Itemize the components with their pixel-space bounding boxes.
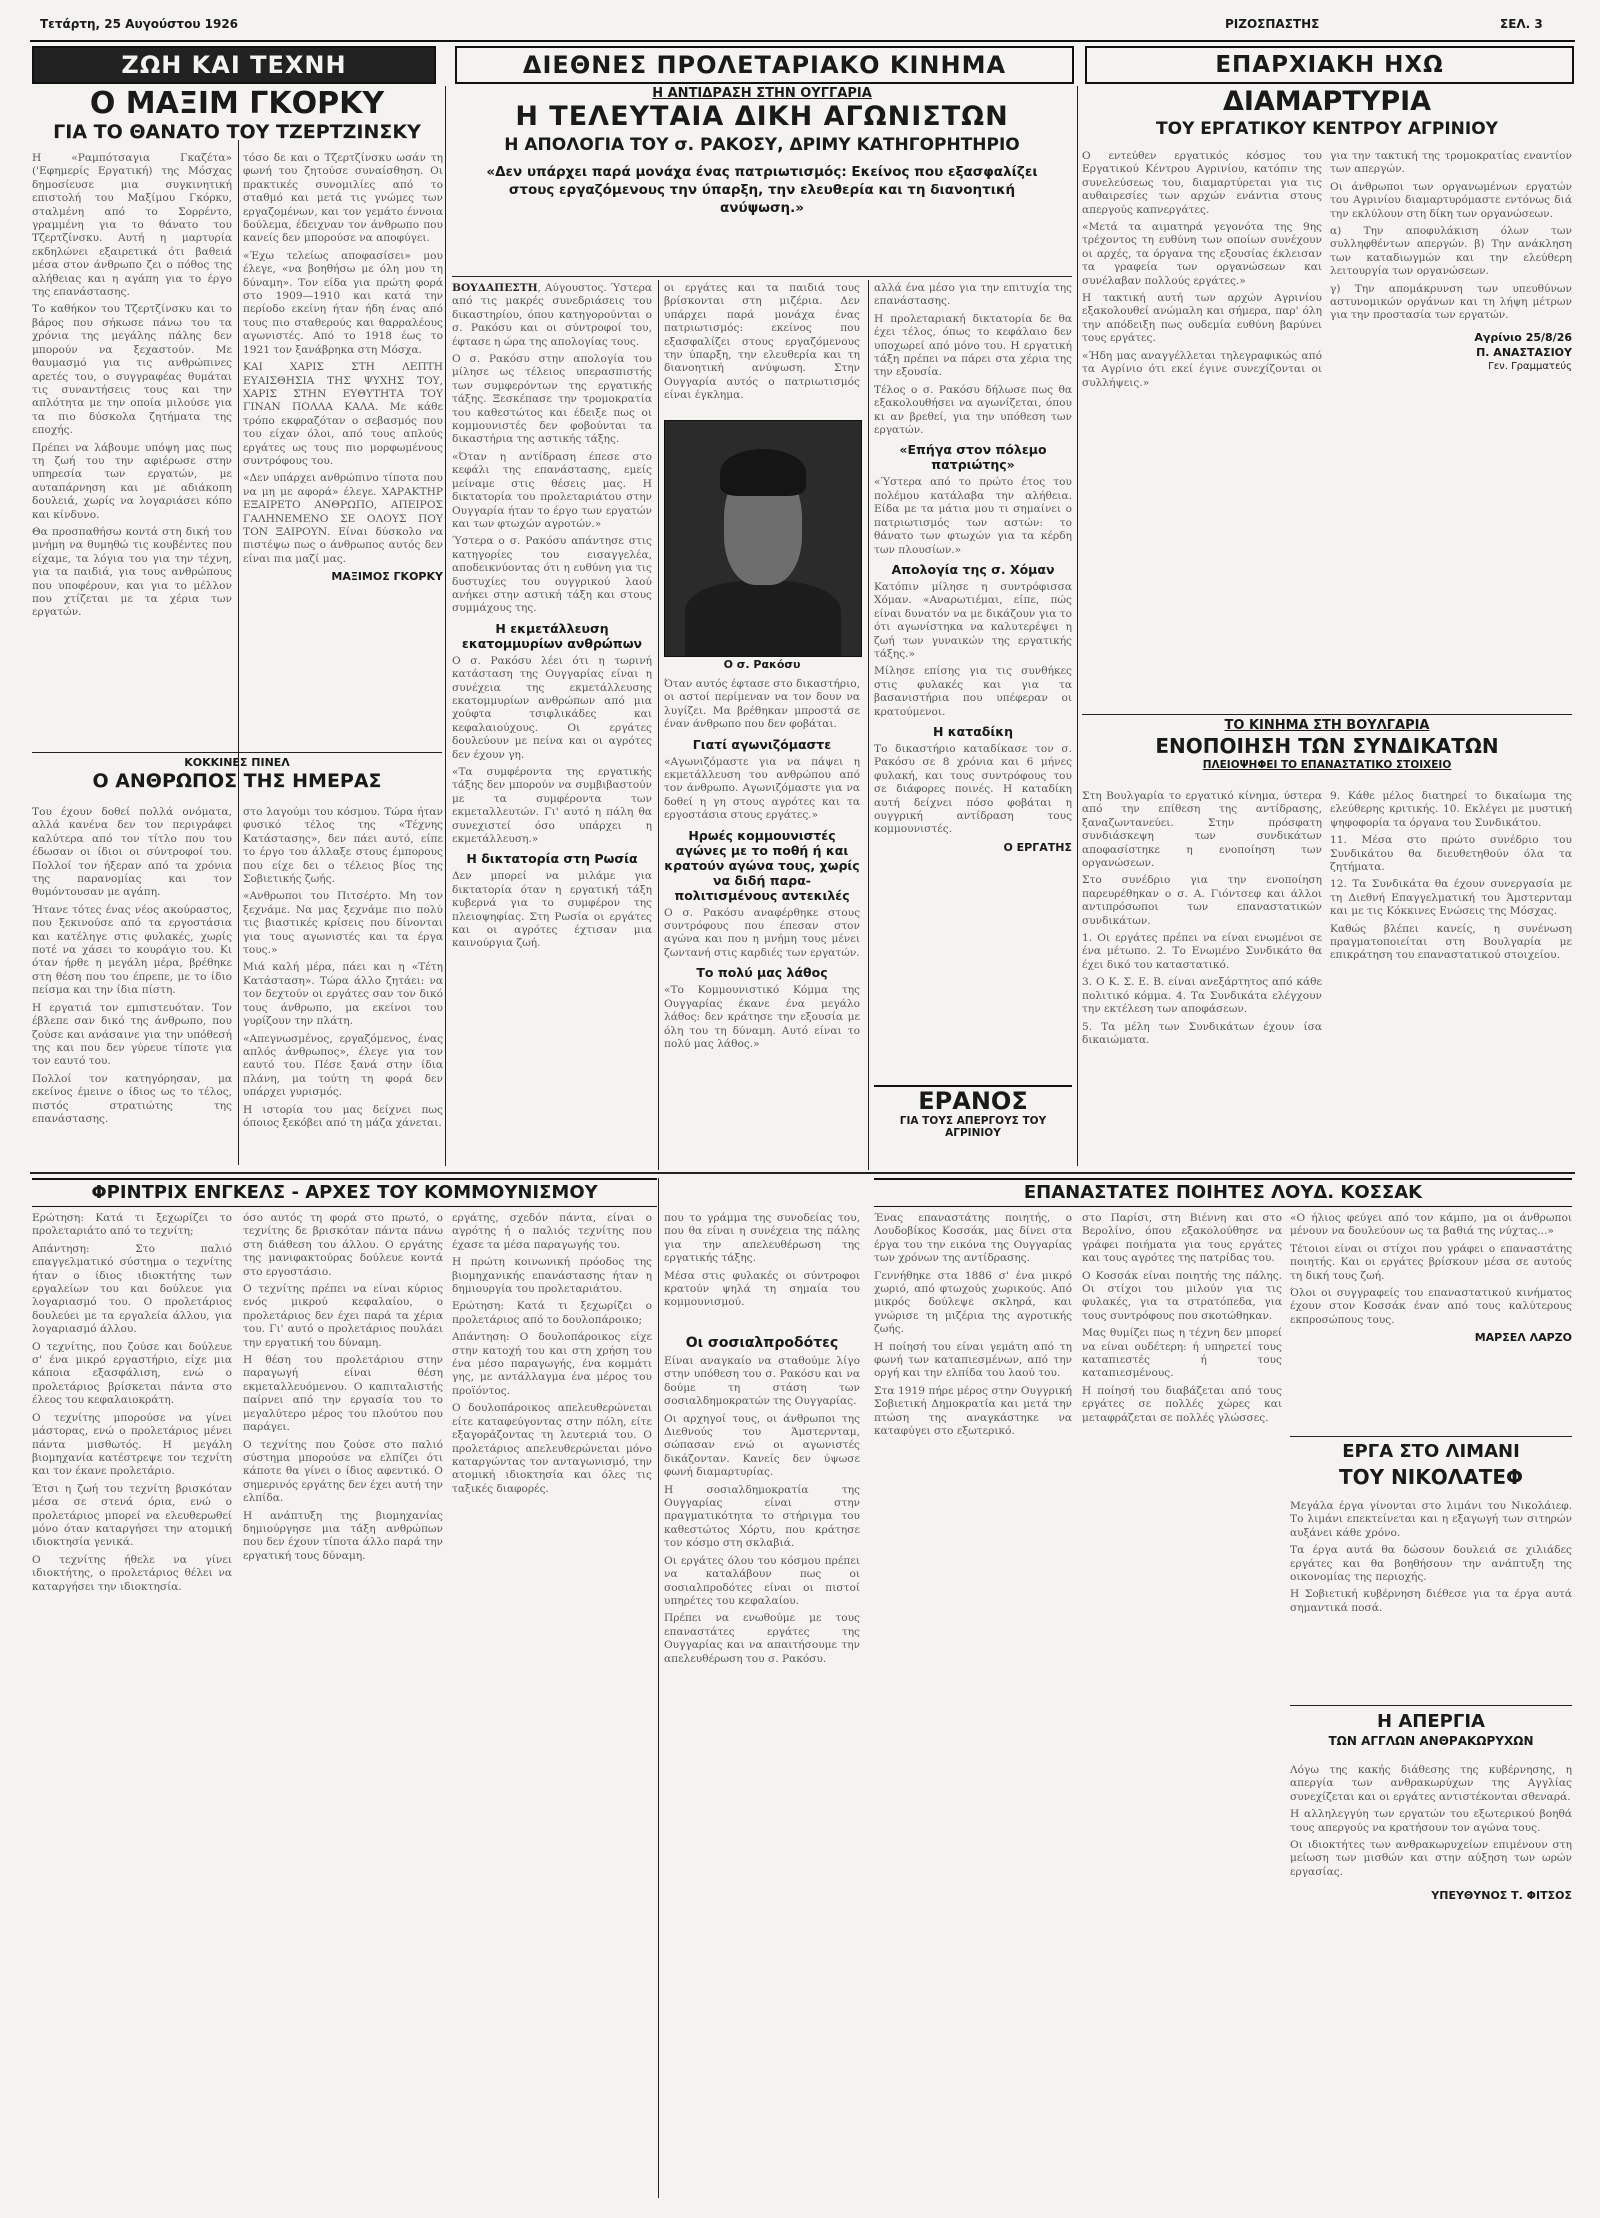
masthead-strip (30, 14, 1575, 36)
bulgaria-deck: ΠΛΕΙΟΨΗΦΕΙ ΤΟ ΕΠΑΝΑΣΤΑΤΙΚΟ ΣΤΟΙΧΕΙΟ (1202, 759, 1452, 771)
strike-header (1290, 1710, 1572, 1760)
strike-signature: ΥΠΕΥΘΥΝΟΣ Τ. ΦΙΤΣΟΣ (1431, 1889, 1572, 1903)
engels-article-col1: Ερώτηση: Κατά τι ξεχωρίζει το προλεταριάτο από το τεχνίτη; Απάντηση: Στο παλιό επαγγελματικό σύστημα ο τεχνίτης ήταν ο ίδιος ιδιοκτήτης των εργαλείων του και δούλευε για λογαριασμό του. Ο προλετάριος δουλεύει με τα εργαλεία άλλου, για λογαριασμό άλλου. Ο τεχνίτης, που ζούσε και δούλευε σ' ένα μικρό εργαστήριο, είχε μια κάποια εξασφάλιση, ενώ ο προλετάριος βρίσκεται πάντα στο έλεος του κεφαλαιοκράτη. Ο τεχνίτης μπορούσε να γίνει μάστορας, ενώ ο προλετάριος μένει πάντα μισθωτός. Η μεγάλη βιομηχανία κατέστρεψε τον τεχνίτη και τον έκανε προλετάριο. Έτσι η ζωή του τεχνίτη βρισκόταν μέσα σε στενά όρια, ενώ ο προλετάριος μπορεί να ελευθερωθεί μόνο όταν καταργήσει την ατομική ιδιοκτησία γενικά. Ο τεχνίτης ήθελε να γίνει ιδιοκτήτης, ο προλετάριος θέλει να καταργήσει την ιδιοκτησία. (32, 1212, 232, 1593)
column-divider (658, 1178, 659, 2198)
paper-name: ΡΙΖΟΣΠΑΣΤΗΣ (1225, 17, 1320, 31)
photo-caption: Ο σ. Ρακόσυ (723, 658, 801, 671)
kokkines-article-col2: στο λαγούμι του κόσμου. Τώρα ήταν φυσικό τέλος της «Τέχνης Κατάστασης», δεν πάει αυτό, είπε το έργο του άλλαξε στους έμπορους που είχε δει ο τέλειος βίος της Σοβιετικής ζωής. «Ανθρωποι του Πιτσέρτο. Μη τον ξεχνάμε. Να μας ξεχνάμε πιο πολύ τις βιαστικές κρίσεις που δίνονται για τους αγωνιστές και τα έργα τους.» Μιά καλή μέρα, πάει και η «Τέτη Κατάσταση». Τώρα άλλο ζητάει: να τον δεχτούν οι εργάτες σαν τον δικό τους άνθρωπο, μα εκείνοι του γυρίζουν την πλάτη. «Απεγνωσμένος, εργαζόμενος, ένας απλός άνθρωπος», έλεγε για τον εαυτό του. Πέσε ξανά στην ίδια πλάνη, μα τούτη τη φορά δεν υπάρχει γυρισμός. Η ιστορία του μας δείχνει πως όποιος ξεκόβει από τη μάζα χάνεται. (243, 806, 443, 1129)
story-separator (1290, 1705, 1572, 1706)
story-separator (452, 276, 1072, 277)
hungary-continued: που το γράμμα της συνοδείας του, που θα είναι η συνέχεια της πάλης για την απελευθέρωση της εργατικής τάξης. Μέσα στις φυλακές οι σύντροφοι κρατούν ψηλά τη σημαία του κομμουνισμού. (664, 1212, 860, 1309)
eranos-title: ΕΡΑΝΟΣ (874, 1085, 1072, 1115)
hungary-article-col3: αλλά ένα μέσο για την επιτυχία της επανάστασης. Η προλεταριακή δικτατορία δε θα έχει τέλος, όπως το κεφάλαιο δεν υποχωρεί από μόνο του. Η εργατική τάξη πρέπει να πάρει στα χέρια της την εξουσία. Τέλος ο σ. Ρακόσυ δήλωσε πως θα εξακολουθήσει να αγωνίζεται, όπου κι αν βρεθεί, για την υπόθεση των εργατών. «Επήγα στον πόλεμο πατριώτης» «Ύστερα από το πρώτο έτος του πολέμου κατάλαβα την αλήθεια. Είδα με τα μάτια μου τι σημαίνει ο πατριωτισμός των αστών: το θάνατο των φτωχών για τα κέρδη των πλουσίων.» Απολογία της σ. Χόμαν Κατόπιν μίλησε η συντρόφισσα Χόμαν. «Αναρωτιέμαι, είπε, πώς είναι δυνατόν να με δικάζουν για το ότι αγωνίστηκα να καλυτερέψει η ζωή των γυναικών της εργατικής τάξης.» Μίλησε επίσης για τις συνθήκες στις φυλακές και για τα βασανιστήρια που υπέφεραν οι κρατούμενοι. Η καταδίκη Το δικαστήριο καταδίκασε τον σ. Ρακόσυ σε 8 χρόνια και 6 μήνες φυλακή, και τους συντρόφους του σε διάφορες ποινές. Η καταδίκη αυτή δείχνει πόσο φοβάται η ουγγρική αντίδραση τους κομμουνιστές. Ο ΕΡΓΑΤΗΣ (874, 282, 1072, 854)
docks-title: ΕΡΓΑ ΣΤΟ ΛΙΜΑΝΙ (1342, 1441, 1520, 1462)
hungary-header (452, 86, 1072, 281)
column-divider (658, 280, 659, 1170)
hungary-sub-dictatorship: Η δικτατορία στη Ρωσία (466, 851, 638, 867)
eranos-header (874, 1085, 1072, 1170)
hungary-article-col1: ΒΟΥΔΑΠΕΣΤΗ, Αύγουστος. Ύστερα από τις μακρές συνεδριάσεις του δικαστηρίου, όπου κατηγορούνται ο σ. Ρακόσυ και οι σύντροφοί του, έφτασε η ώρα της απολογίας τους. Ο σ. Ρακόσυ στην απολογία του μίλησε ως τέλειος υπερασπιστής των συμφερόντων της εργατικής τάξης. Ξεσκέπασε την τρομοκρατία του καθεστώτος και έδειξε πως οι κομμουνιστές δεν φοβούνται τα δικαστήρια της αστικής τάξης. «Όταν η αντίδραση έπεσε στο κεφάλι της επανάστασης, εμείς μείναμε στις θέσεις μας. Η δικτατορία του προλεταριάτου στην Ουγγαρία ήταν το έργο των εργατών και των φτωχών αγροτών.» Ύστερα ο σ. Ρακόσυ απάντησε στις κατηγορίες του εισαγγελέα, αποδεικνύοντας ότι η ευθύνη για τις δυστυχίες του ουγγρικού λαού ανήκει στην αστική τάξη και στους συμμάχους της. Η εκμετάλλευση εκατομμυρίων ανθρώπων Ο σ. Ρακόσυ λέει ότι η τωρινή κατάσταση της Ουγγαρίας είναι η συνέχεια της εκμετάλλευσης εκατομμυρίων ανθρώπων από μια χούφτα τσιφλικάδες και κεφαλαιούχους. Οι εργάτες δουλεύουν με πείνα και οι αγρότες δεν έχουν γη. «Τα συμφέροντα της εργατικής τάξης δεν μπορούν να συμβιβαστούν με τα συμφέροντα των εκμεταλλευτών. Γι' αυτό η πάλη θα συνεχιστεί όσο υπάρχει η εκμετάλλευση.» Η δικτατορία στη Ρωσία Δεν μπορεί να μιλάμε για δικτατορία όταν η εργατική τάξη κυβερνά για το συμφέρον της πλειοψηφίας. Στη Ρωσία οι εργάτες και οι αγρότες έχτισαν μια καινούργια ζωή. (452, 282, 652, 950)
section-banner-provincial: ΕΠΑΡΧΙΑΚΗ ΗΧΩ (1085, 46, 1574, 84)
engels-title: ΦΡΙΝΤΡΙΧ ΕΝΓΚΕΛΣ - ΑΡΧΕΣ ΤΟΥ ΚΟΜΜΟΥΝΙΣΜΟΥ (32, 1178, 657, 1207)
section-banner-life-art: ΖΩΗ ΚΑΙ ΤΕΧΝΗ (32, 46, 436, 84)
kossak-author: ΜΑΡΣΕΛ ΛΑΡΖΟ (1474, 1331, 1572, 1345)
story-separator (1290, 1436, 1572, 1437)
agrinio-article-col2: για την τακτική της τρομοκρατίας εναντίον των απεργών. Οι άνθρωποι των οργανωμένων εργατών του Αγρινίου διαμαρτυρόμαστε εντόνως διά την εκλύλουν στη δίκη των οργανώσεων. α) Την αποφυλάκιση όλων των συλληφθέντων απεργών. β) Την ανάκληση των καταδιωγμών και την ελεύθερη λειτουργία των οργανώσεων. γ) Την απομάκρυνση των υπευθύνων αστυνομικών οργάνων και τη λήψη μέτρων για την προστασία των εργατών. Αγρίνιο 25/8/26 Π. ΑΝΑΣΤΑΣΙΟΥ Γεν. Γραμματεύς (1330, 150, 1572, 372)
hungary-sub-verdict: Η καταδίκη (932, 723, 1014, 739)
strike-article: Λόγω της κακής διάθεσης της κυβέρνησης, η απεργία των ανθρακωρύχων της Αγγλίας συνεχίζεται και οι εργάτες αντιστέκονται σθεναρά. Η αλληλεγγύη των εργατών του εξωτερικού βοηθά τους απεργούς να κρατήσουν τον αγώνα τους. Οι ιδιοκτήτες των ανθρακωρυχείων επιμένουν στη μείωση των μισθών και στην αύξηση των ωρών εργασίας. ΥΠΕΥΘΥΝΟΣ Τ. ΦΙΤΣΟΣ (1290, 1764, 1572, 1903)
kossak-article-col3: «Ο ήλιος φεύγει από τον κάμπο, μα οι άνθρωποι μένουν να δουλεύουν ως τα βαθιά της νύχτας...» Τέτοιοι είναι οι στίχοι που γράφει ο επαναστάτης ποιητής. Και οι εργάτες βρίσκουν μέσα σε αυτούς τη δική τους ζωή. Όλοι οι συγγραφείς του επαναστατικού κινήματος έχουν στον Κοσσάκ έναν από τους καλύτερους εκπροσώπους τους. ΜΑΡΣΕΛ ΛΑΡΖΟ (1290, 1212, 1572, 1345)
story-separator (32, 752, 442, 753)
hungary-dateline: ΒΟΥΔΑΠΕΣΤΗ (452, 282, 538, 294)
agrinio-dateline: Αγρίνιο 25/8/26 (1474, 330, 1572, 344)
gorky-article-col2: τόσο δε και ο Τζερτζίνσκυ ωσάν τη φωνή του ζητούσε συναίσθηση. Οι πρακτικές συνομιλίες από το σταθμό και μετά τις γνώμες των εργαζομένων, και τον γεμάτο έννοια δούλεμα, έδειχναν τον άνθρωπο που κανείς δεν μπορούσε να αποφύγει. «Έχω τελείως αποφασίσει» μου έλεγε, «να βοηθήσω με όλη μου τη δύναμη». Τον είδα για πρώτη φορά στο 1909—1910 και κατά την περίοδο εκείνη ήταν ήδη ένας από τους πιο σταθερούς και θαρραλέους αγωνιστές. Από το 1918 έως το 1921 τον ξανάβρηκα στη Μόσχα. ΚΑΙ ΧΑΡΙΣ ΣΤΗ ΛΕΠΤΗ ΕΥΑΙΣΘΗΣΙΑ ΤΗΣ ΨΥΧΗΣ ΤΟΥ, ΧΑΡΙΣ ΣΤΗΝ ΕΥΘΥΤΗΤΑ ΤΟΥ ΓΙΝΑΝ ΠΟΛΛΑ ΚΑΛΑ. Με κάθε τρόπο εκφραζόταν ο σεβασμός που του είχαν όλοι, από τους απλούς εργάτες ως τους πιο μορφωμένους συντρόφους του. «Δεν υπάρχει ανθρώπινο τίποτα που να μη με αφορά» έλεγε. ΧΑΡΑΚΤΗΡ ΕΞΑΙΡΕΤΟ ΑΝΘΡΩΠΟ, ΑΠΕΙΡΟΣ ΓΑΛΗΝΕΜΕΝΟ ΣΕ ΟΛΟΥΣ ΠΟΥ ΤΟΝ ΞΑΙΡΟΥΝ. Είναι δύσκολο να πιστέψω πως ο άνθρωπος αυτός δεν είναι πια μαζί μας. ΜΑΞΙΜΟΣ ΓΚΟΡΚΥ (243, 152, 443, 584)
gorky-header (32, 88, 442, 148)
section-banner-international: ΔΙΕΘΝΕΣ ΠΡΟΛΕΤΑΡΙΑΚΟ ΚΙΝΗΜΑ (455, 46, 1074, 84)
page-number: ΣΕΛ. 3 (1500, 17, 1543, 31)
bulgaria-article-col2: 9. Κάθε μέλος διατηρεί το δικαίωμα της ελεύθερης κριτικής. 10. Εκλέγει με μυστική ψηφοφορία τα όργανα του Συνδικάτου. 11. Μέσα στο πρώτο συνέδριο του Συνδικάτου θα διευθετηθούν όλα τα ζητήματα. 12. Τα Συνδικάτα θα έχουν συνεργασία με τη Διεθνή Επαγγελματική του Άμστερνταμ και με τις Κόκκινες Ενώσεις της Μόσχας. Καθώς βλέπει κανείς, η συνένωση πραγματοποιείται στη Βουλγαρία με επικράτηση του επαναστατικού στοιχείου. (1330, 790, 1572, 962)
bulgaria-article-col1: Στη Βουλγαρία το εργατικό κίνημα, ύστερα από την επίθεση της αντίδρασης, ξαναζωντανεύει. Στην πρόσφατη συνδιάσκεψη των συνδικάτων αποφασίστηκε η ενοποίηση των οργανώσεων. Στο συνέδριο για την ενοποίηση παρευρέθηκαν ο σ. Α. Γιόντσεφ και άλλοι αντιπρόσωποι των επαναστατικών συνδικάτων. 1. Οι εργάτες πρέπει να είναι ενωμένοι σε ένα μέτωπο. 2. Το Ενωμένο Συνδικάτο θα έχει δικό του καταστατικό. 3. Ο Κ. Σ. Ε. Β. είναι ανεξάρτητος από κάθε πολιτικό κόμμα. 4. Τα Συνδικάτα ελέγχουν την εκτέλεση των αποφάσεων. 5. Τα μέλη των Συνδικάτων έχουν ίσα δικαιώματα. (1082, 790, 1322, 1046)
masthead-rule (30, 40, 1575, 42)
docks-article: Μεγάλα έργα γίνονται στο λιμάνι του Νικολάιεφ. Το λιμάνι επεκτείνεται και η εξαγωγή των σιτηρών αυξάνει κάθε χρόνο. Τα έργα αυτά θα δώσουν δουλειά σε χιλιάδες εργάτες και θα βοηθήσουν την ανάπτυξη της οικονομίας της περιοχής. Η Σοβιετική κυβέρνηση διέθεσε για τα έργα αυτά σημαντικά ποσά. (1290, 1500, 1572, 1614)
hungary-signature: Ο ΕΡΓΑΤΗΣ (1003, 840, 1072, 854)
docks-header (1290, 1440, 1572, 1496)
rakosi-photo (664, 420, 862, 657)
bulgaria-title: ΕΝΟΠΟΙΗΣΗ ΤΩΝ ΣΥΝΔΙΚΑΤΩΝ (1155, 734, 1499, 758)
hungary-sub-mistake: Το πολύ μας λάθος (696, 965, 828, 981)
engels-sub-socialdem: Οι σοσιαλπροδότες (685, 1335, 839, 1351)
hungary-title: Η ΤΕΛΕΥΤΑΙΑ ΔΙΚΗ ΑΓΩΝΙΣΤΩΝ (515, 101, 1009, 132)
engels-article-col3: εργάτης, σχεδόν πάντα, είναι ο αγρότης ή ο παλιός τεχνίτης που έχασε τα μέσα παραγωγής του. Η πρώτη κοινωνική πρόοδος της βιομηχανικής επανάστασης ήταν η δημιουργία του προλεταριάτου. Ερώτηση: Κατά τι ξεχωρίζει ο προλετάριος από το δουλοπάροικο; Απάντηση: Ο δουλοπάροικος είχε στην κατοχή του και στη χρήση του ένα μέσο παραγωγής, ένα κομμάτι γης, με αντάλλαγμα ένα μέρος του προϊόντος. Ο δουλοπάροικος απελευθερώνεται είτε καταφεύγοντας στην πόλη, είτε εξαγοράζοντας τη λευτεριά του. Ο προλετάριος απελευθερώνεται μόνο καταργώντας τον ανταγωνισμό, την ατομική ιδιοκτησία και όλες τις ταξικές διαφορές. (452, 1212, 652, 1495)
strike-title: Η ΑΠΕΡΓΙΑ (1377, 1711, 1485, 1732)
kokkines-kicker: ΚΟΚΚΙΝΕΣ ΠΙΝΕΛ (184, 756, 290, 769)
hungary-sub-hohman: Απολογία της σ. Χόμαν (891, 561, 1055, 577)
hungary-sub-communists: Ηρωές κομμουνιστές αγώνες με το ποθή ή και κρατούν αγώνα τους, χωρίς να διδή παρα-πολιτισμένους αντεκιλές (664, 827, 860, 903)
gorky-article-col1: Η «Ραμπότσαγια Γκαζέτα» ('Εφημερίς Εργατική) της Μόσχας δημοσίευσε μια συγκινητική επιστολή του Μαξίμου Γκόρκυ, σταλμένη από το Σορρέντο, γραμμένη για το θάνατο του Τζερτζίνσκυ. Αυτή η μαρτυρία εκδηλώνει εξαιρετικά ότι βαθειά μέσα στον άνθρωπο ζει ο πόθος της αλήθειας και η αγάπη για το έργο της επανάστασης. Το καθήκον του Τζερτζίνσκυ και το βάρος που σήκωσε πάνω του τα χρόνια της μεγάλης πάλης δεν μπορούν να ξεχαστούν. Με θαυμασμό για τις ανθρώπινες αρετές του, ο συγγραφέας θυμάται τις συναντήσεις τους και την απλότητα με την οποία μιλούσε για τα πιο δύσκολα ζητήματα της εποχής. Πρέπει να λάβουμε υπόψη μας πως τη ζωή του την αφιέρωσε στην υπηρεσία των εργατών, με αυταπάρνηση και με αδιάκοπη δουλειά, χωρίς να λογαριάσει κόπο και κίνδυνο. Θα προσπαθήσω κοντά στη δική του μνήμη να θυμηθώ τις κουβέντες που είχαμε, τα λόγια του για την τέχνη, για τα παιδιά, για τους ανθρώπους που υποφέρουν, και για το μέλλον που χτίζεται με τα χέρια των εργατών. (32, 152, 232, 619)
gorky-signature: ΜΑΞΙΜΟΣ ΓΚΟΡΚΥ (331, 570, 443, 584)
agrinio-subtitle: ΤΟΥ ΕΡΓΑΤΙΚΟΥ ΚΕΝΤΡΟΥ ΑΓΡΙΝΙΟΥ (1156, 119, 1498, 139)
hungary-article-col2-bottom: Όταν αυτός έφτασε στο δικαστήριο, οι αστοί περίμεναν να τον δουν να λυγίζει. Μα βρέθηκαν μπροστά σε έναν άνθρωπο που δεν φοβάται. Γιατί αγωνιζόμαστε «Αγωνιζόμαστε για να πάψει η εκμετάλλευση του ανθρώπου από τον άνθρωπο. Αγωνιζόμαστε για να δοθεί η γη στους αγρότες και τα εργοστάσια στους εργάτες.» Ηρωές κομμουνιστές αγώνες με το ποθή ή και κρατούν αγώνα τους, χωρίς να διδή παρα-πολιτισμένους αντεκιλές Ο σ. Ρακόσυ αναφέρθηκε στους συντρόφους που έπεσαν στον αγώνα και που η μνήμη τους μένει ζωντανή στις καρδιές των εργατών. Το πολύ μας λάθος «Το Κομμουνιστικό Κόμμα της Ουγγαρίας έκανε ένα μεγάλο λάθος: δεν κράτησε την εξουσία με όλη του τη δύναμη. Αυτό είναι το πολύ μας λάθος.» (664, 678, 860, 1050)
eranos-subtitle: ΓΙΑ ΤΟΥΣ ΑΠΕΡΓΟΥΣ ΤΟΥ ΑΓΡΙΝΙΟΥ (899, 1115, 1047, 1139)
agrinio-article-col1: Ο εντεύθεν εργατικός κόσμος του Εργατικού Κέντρου Αγρινίου, κατόπιν της συνελεύσεως του, διαμαρτύρεται για τις αυθαιρεσίες των αρχών ενάντια στους απεργούς καπνεργάτες. «Μετά τα αιματηρά γεγονότα της 9ης τρέχοντος τη ευθύνη των οποίων συνέχουν οι αρχές, τα όργανα της εξουσίας έκλεισαν τα γραφεία των οργανώσεων και συνέλαβαν πολλούς εργάτες.» Η τακτική αυτή των αρχών Αγρινίου εξακολουθεί ανώμαλη και σήμερα, παρ' όλη την απόδειξη πως ουδεμία ευθύνη βαρύνει τους εργάτες. «Ήδη μας αναγγέλλεται τηλεγραφικώς από τα Αγρίνιο ότι εκεί έγινε συνεχίζονται οι συλλήψεις.» (1082, 150, 1322, 389)
column-divider (1077, 86, 1078, 1166)
hungary-deck: «Δεν υπάρχει παρά μονάχα ένας πατριωτισμός: Εκείνος που εξασφαλίζει στους εργαζόμενους την ύπαρξη, την ελευθερία και τη διανοητική ανύψωση.» (486, 164, 1038, 216)
issue-date: Τετάρτη, 25 Αυγούστου 1926 (40, 17, 239, 31)
hungary-article-col2-top: οι εργάτες και τα παιδιά τους βρίσκονται στη μιζέρια. Δεν υπάρχει παρά μονάχα ένας πατριωτισμός: εκείνος που εξασφαλίζει στους εργαζόμενους την ύπαρξη, την ελευθερία και τη διανοητική ανύψωση. Στην Ουγγαρία αυτός ο πατριωτισμός είναι έγκλημα. (664, 282, 860, 402)
hungary-sub-war: «Επήγα στον πόλεμο πατριώτης» (899, 442, 1047, 473)
bulgaria-header (1082, 718, 1572, 784)
hungary-sub-exploitation: Η εκμετάλλευση εκατομμυρίων ανθρώπων (461, 620, 643, 651)
column-divider (868, 1030, 869, 1170)
hungary-sub-why: Γιατί αγωνιζόμαστε (692, 736, 832, 752)
agrinio-signature-role: Γεν. Γραμματεύς (1488, 360, 1572, 372)
column-divider (445, 86, 446, 1166)
gorky-title: Ο ΜΑΞΙΜ ΓΚΟΡΚΥ (89, 88, 385, 121)
gorky-subtitle: ΓΙΑ ΤΟ ΘΑΝΑΤΟ ΤΟΥ ΤΖΕΡΤΖΙΝΣΚΥ (53, 121, 421, 143)
kokkines-article-col1: Του έχουν δοθεί πολλά ονόματα, αλλά κανένα δεν τον περιγράφει καλύτερα από τον τίτλο που του έδωσαν οι ίδιοι οι σύντροφοί του. Πολλοί τον ήξεραν από τα χρόνια της παρανομίας και τον θυμόντουσαν με αγάπη. Ήτανε τότες ένας νέος ακούραστος, που ξεκινούσε από τα εργοστάσια και κατέληγε στις φυλακές, χωρίς ποτέ να χάσει το κουράγιο του. Κι όταν ήρθε η μεγάλη μέρα, βρέθηκε στη θέση που του έπρεπε, με το ίδιο πείσμα και την ίδια πίστη. Η εργατιά τον εμπιστευόταν. Τον έβλεπε σαν δικό της άνθρωπο, που ζούσε και ανάσαινε για την υπόθεσή της και που δεν γύρευε τίποτε για τον εαυτό του. Πολλοί τον κατηγόρησαν, μα εκείνος έμεινε ο ίδιος ως το τέλος, πιστός στρατιώτης της επανάστασης. (32, 806, 232, 1125)
hungary-kicker: Η ΑΝΤΙΔΡΑΣΗ ΣΤΗΝ ΟΥΓΓΑΡΙΑ (652, 86, 872, 101)
kossak-title: ΕΠΑΝΑΣΤΑΤΕΣ ΠΟΙΗΤΕΣ ΛΟΥΔ. ΚΟΣΣΑΚ (874, 1178, 1572, 1207)
half-rule (30, 1172, 1575, 1174)
strike-subtitle: ΤΩΝ ΑΓΓΛΩΝ ΑΝΘΡΑΚΩΡΥΧΩΝ (1328, 1734, 1534, 1748)
agrinio-signature: Π. ΑΝΑΣΤΑΣΙΟΥ (1476, 345, 1572, 359)
kossak-header (874, 1178, 1572, 1208)
kossak-article-col2: στο Παρίσι, στη Βιέννη και στο Βερολίνο, όπου εξακολούθησε να γράφει ποιήματα για τους εργάτες και τους αγρότες της πατρίδας του. Ο Κοσσάκ είναι ποιητής της πάλης. Οι στίχοι του μιλούν για τις φυλακές, για τα στρατόπεδα, για τους συντρόφους που σκοτώθηκαν. Μας θυμίζει πως η τέχνη δεν μπορεί να είναι ουδέτερη: ή υπηρετεί τους καταπιεστές ή τους καταπιεσμένους. Η ποίησή του διαβάζεται από τους εργάτες σε πολλές χώρες και μεταφράζεται σε πολλές γλώσσες. (1082, 1212, 1282, 1424)
kokkines-title: Ο ΑΝΘΡΩΠΟΣ ΤΗΣ ΗΜΕΡΑΣ (92, 770, 382, 792)
engels-header (32, 1178, 657, 1208)
engels-article-col2: όσο αυτός τη φορά στο πρωτό, ο τεχνίτης δε βρισκόταν πάντα πάνω στη διάθεση του άλλου. Ο εργάτης της μανιφακτούρας δούλευε κοντά στο εργοστάσιο. Ο τεχνίτης πρέπει να είναι κύριος ενός μικρού κεφαλαίου, ο προλετάριος δεν έχει παρά τα χέρια του. Γι' αυτό ο προλετάριος πουλάει την εργατική του δύναμη. Η θέση του προλετάριου στην παραγωγή είναι θέση εκμεταλλευόμενου. Ο καπιταλιστής παίρνει από την εργασία του το μεγαλύτερο μέρος του πλούτου που παράγει. Ο τεχνίτης που ζούσε στο παλιό σύστημα μπορούσε να ελπίζει ότι κάποτε θα γίνει ο ίδιος αφεντικό. Ο σημερινός εργάτης δεν έχει αυτή την ελπίδα. Η ανάπτυξη της βιομηχανίας δημιούργησε μια τάξη ανθρώπων που δεν έχουν τίποτα άλλο παρά την εργατική τους δύναμη. (243, 1212, 443, 1562)
bulgaria-kicker: ΤΟ ΚΙΝΗΜΑ ΣΤΗ ΒΟΥΛΓΑΡΙΑ (1224, 718, 1430, 733)
kokkines-header (32, 756, 442, 802)
column-divider (238, 140, 239, 1165)
socialdem-article: Οι σοσιαλπροδότες Είναι αναγκαίο να σταθούμε λίγο στην υπόθεση του σ. Ρακόσυ και να δούμε τη στάση των σοσιαλδημοκρατών της Ουγγαρίας. Οι αρχηγοί τους, οι άνθρωποι της Διεθνούς του Άμστερνταμ, σώπασαν ενώ οι αγωνιστές δικάζονταν. Κανείς δεν ύψωσε φωνή διαμαρτυρίας. Η σοσιαλδημοκρατία της Ουγγαρίας είναι στην πραγματικότητα το στήριγμα του καθεστώτος Χόρτυ, που κράτησε τον κόσμο στη σκλαβιά. Οι εργάτες όλου του κόσμου πρέπει να καταλάβουν πως οι σοσιαλπροδότες είναι οι πιστοί υπηρέτες του κεφαλαίου. Πρέπει να ενωθούμε με τους επαναστάτες εργάτες της Ουγγαρίας και να απαιτήσουμε την απελευθέρωση του σ. Ρακόσυ. (664, 1335, 860, 1665)
agrinio-header (1082, 86, 1572, 146)
story-separator (1082, 714, 1572, 715)
hungary-subtitle: Η ΑΠΟΛΟΓΙΑ ΤΟΥ σ. ΡΑΚΟΣΥ, ΔΡΙΜΥ ΚΑΤΗΓΟΡΗΤΗΡΙΟ (504, 135, 1020, 155)
docks-subtitle: ΤΟΥ ΝΙΚΟΛΑΤΕΦ (1338, 1465, 1524, 1489)
agrinio-title: ΔΙΑΜΑΡΤΥΡΙΑ (1222, 86, 1432, 117)
kossak-article-col1: Ένας επαναστάτης ποιητής, ο Λουδοβίκος Κοσσάκ, μας δίνει στα έργα του την εικόνα της Ουγγαρίας των χρόνων της αντίδρασης. Γεννήθηκε στα 1886 σ' ένα μικρό χωριό, από φτωχούς χωρικούς. Από μικρός δούλεψε σκληρά, και γνώρισε τη μιζέρια της αγροτικής ζωής. Η ποίησή του είναι γεμάτη από τη φωνή των καταπιεσμένων, από την οργή και την ελπίδα του λαού του. Στα 1919 πήρε μέρος στην Ουγγρική Σοβιετική Δημοκρατία και μετά την πτώση της αναγκάστηκε να καταφύγει στο εξωτερικό. (874, 1212, 1072, 1438)
